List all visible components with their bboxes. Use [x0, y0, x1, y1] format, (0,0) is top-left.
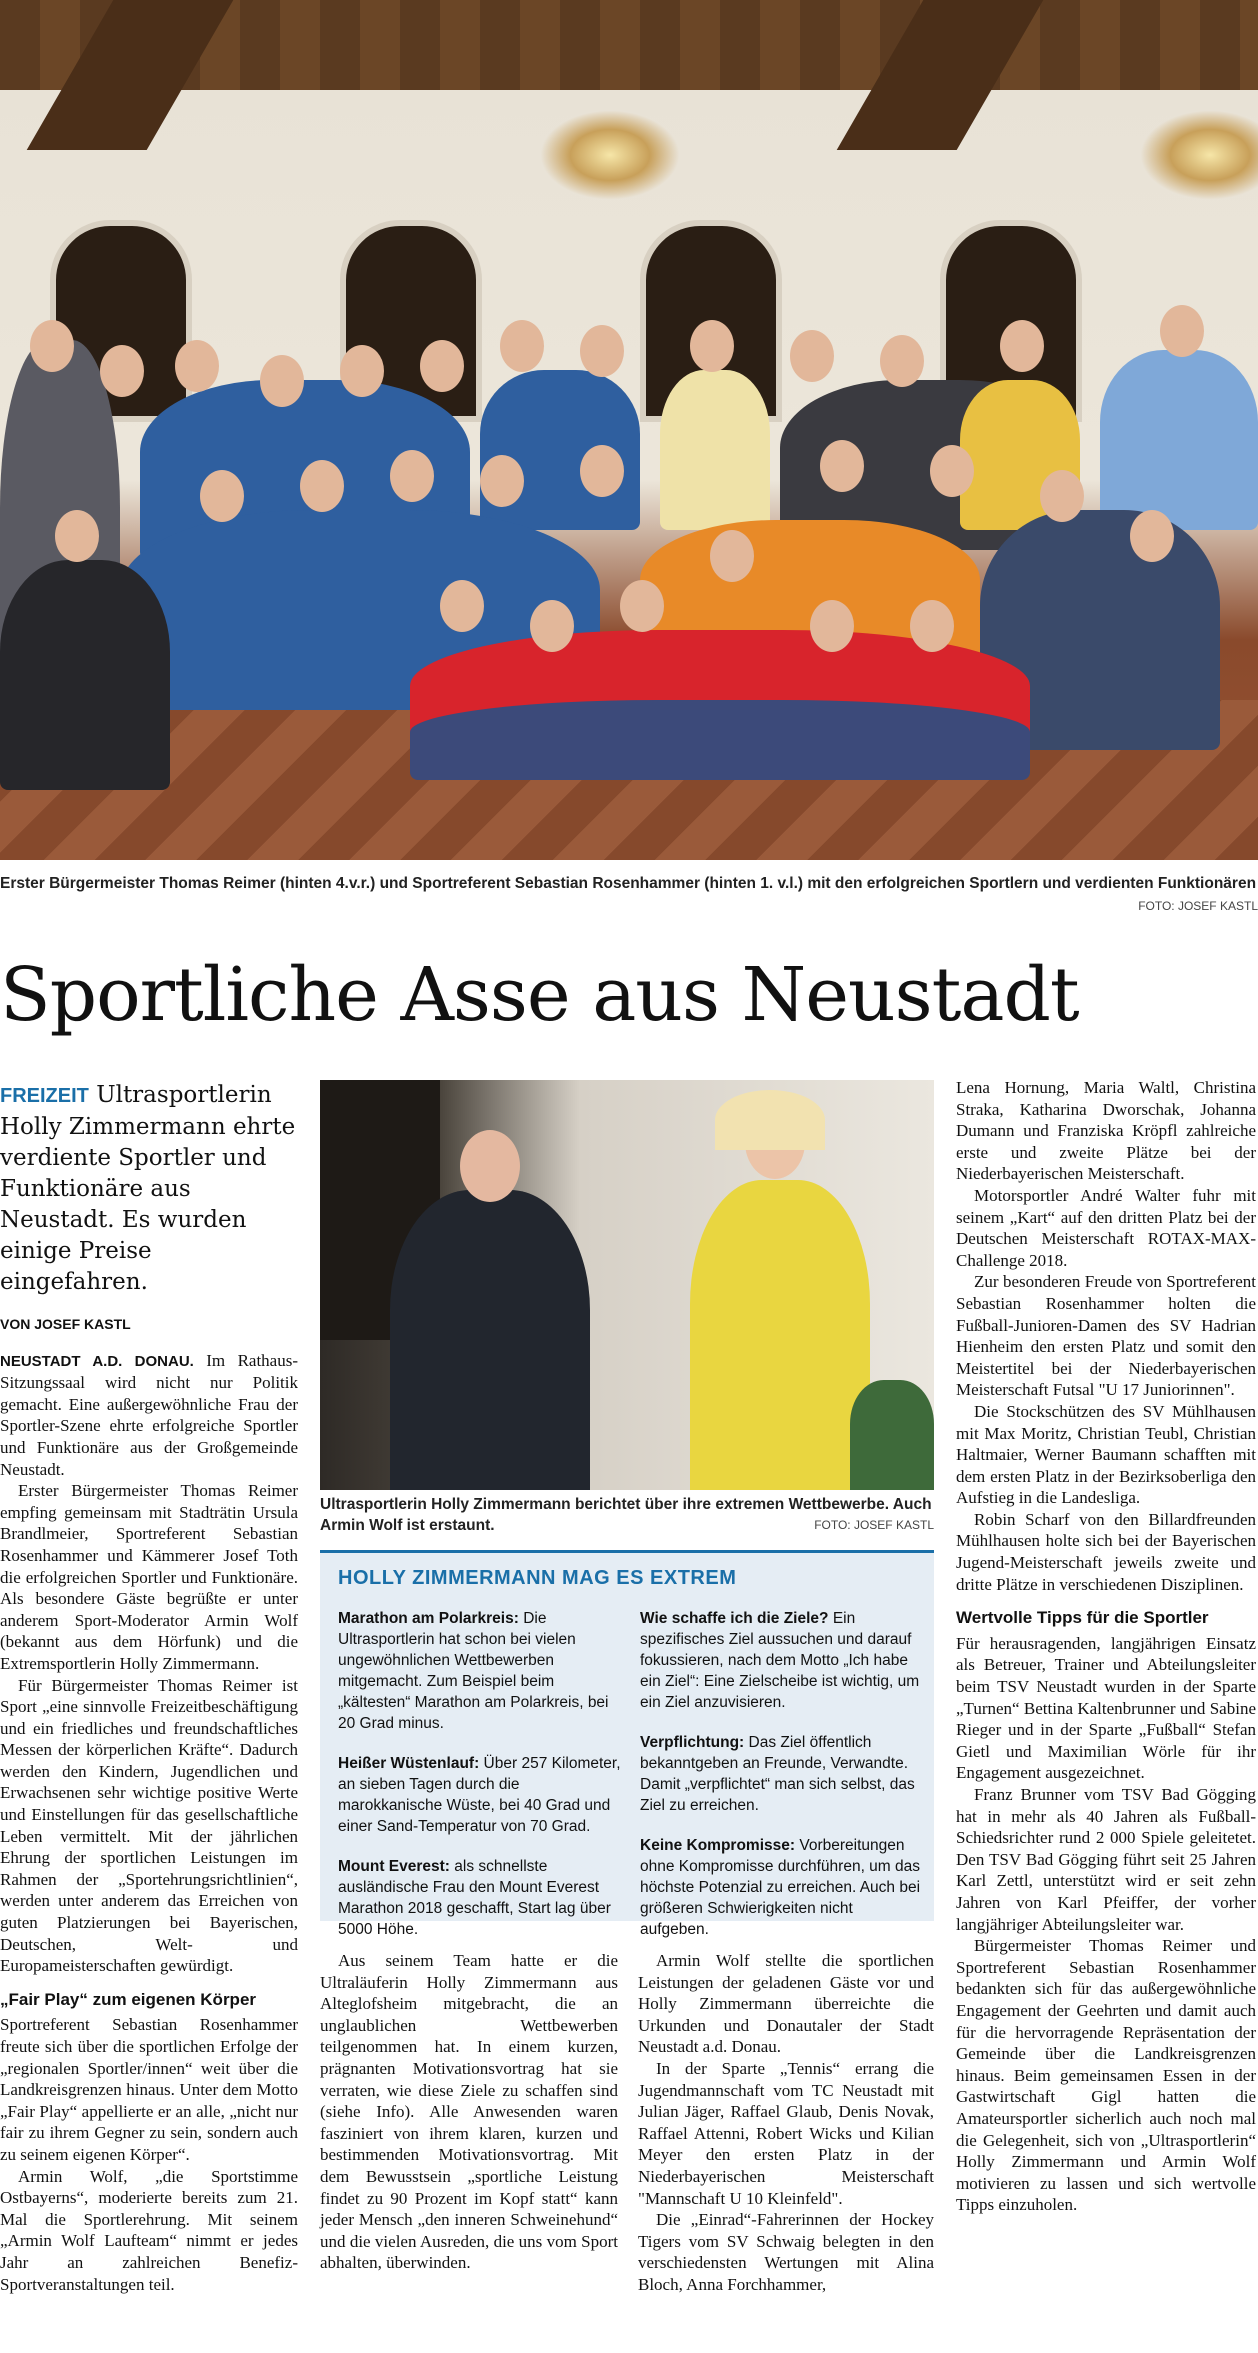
info-item-text: als schnellste ausländische Frau den Mount Everest Marathon 2018 geschafft, Start lag über 5000 Höhe. [338, 1858, 611, 1938]
paragraph: Für Bürgermeister Thomas Reimer ist Sport „eine sinnvolle Freizeitbeschäftigung und ein friedliches und freundschaftliches Messen der körperlichen Kräfte“. Dadurch werden den Kindern, Jugendlichen und Erwachsenen sehr wichtige positive Werte und Einstellungen für das gesellschaftliche Leben vermittelt. Mit der jährlichen Ehrung der sportlichen Leistungen im Rahmen der „Sportehrungsrichtlinien“, werden unter anderem das Erreichen von guten Platzierungen bei Bayerischen, Deutschen, Welt- und Europameisterschaften gewürdigt. [0, 1675, 298, 1976]
person-head [440, 580, 484, 632]
paragraph: Erster Bürgermeister Thomas Reimer empfing gemeinsam mit Stadträtin Ursula Brandlmeier, Sportreferent Sebastian Rosenhammer und Kämmerer Josef Toth die erfolgreichen Sportler und Funktionäre. Als besondere Gäste begrüßte er unter anderem Sport-Moderator Armin Wolf (bekannt aus dem Hörfunk) und die Extremsportlerin Holly Zimmermann. [0, 1481, 298, 1673]
person-head [175, 340, 219, 392]
paragraph: Für herausragenden, langjährigen Einsatz als Betreuer, Trainer und Abteilungsleiter beim TSV Neustadt wurden in der Sparte „Turnen“ Bettina Kaltenbrunner und Sabine Rieger und in der Sparte „Fußball“ Stefan Gietl und Maximilian Wörle für ihr Engagement ausgezeichnet. [956, 1633, 1256, 1783]
person-head [480, 455, 524, 507]
info-item-head: Mount Everest: [338, 1858, 450, 1875]
info-item-head: Marathon am Polarkreis: [338, 1610, 519, 1627]
photo-credit: FOTO: JOSEF KASTL [1138, 899, 1258, 913]
person-head [810, 600, 854, 652]
byline: VON JOSEF KASTL [0, 1316, 131, 1332]
person [1100, 350, 1258, 530]
woman-hair [715, 1090, 825, 1150]
person-head [260, 355, 304, 407]
info-box-column-right [640, 1608, 925, 1959]
paragraph: In der Sparte „Tennis“ errang die Jugendmannschaft vom TC Neustadt mit Julian Jäger, Raffael Glaub, Denis Novak, Raffael Attenni, Robert Wicks und Kilian Meyer den ersten Platz in der Niederbayerischen Meisterschaft "Mannschaft U 10 Kleinfeld". [638, 2058, 934, 2208]
person-head [1000, 320, 1044, 372]
caption-text: Erster Bürgermeister Thomas Reimer (hinten 4.v.r.) und Sportreferent Sebastian Rosenhammer (hinten 1. v.l.) mit den erfolgreichen Sportlern und verdienten Funktionären [0, 875, 1257, 892]
paragraph: Sportreferent Sebastian Rosenhammer freute sich über die sportlichen Erfolge der „regionalen Sportler/innen“ weit über die Landkreisgrenzen hinaus. Unter dem Motto „Fair Play“ appellierte er an alle, „nicht nur fair zu ihrem Gegner zu sein, sondern auch zu seinem eigenen Körper“. [0, 2015, 298, 2164]
paragraph: Die „Einrad“-Fahrerinnen der Hockey Tigers vom SV Schwaig belegten in den verschiedensten Wertungen mit Alina Bloch, Anna Forchhammer, [638, 2210, 934, 2294]
lead-paragraph [0, 1080, 298, 1298]
paragraph: Lena Hornung, Maria Waltl, Christina Straka, Katharina Dworschak, Johanna Dumann und Franziska Kröpfl zahlreiche erste und zweite Plätze bei der Niederbayerischen Meisterschaft. [956, 1078, 1256, 1184]
paragraph: Armin Wolf stellte die sportlichen Leistungen der geladenen Gäste vor und Holly Zimmermann überreichte die Urkunden und Donautaler der Stadt Neustadt a.d. Donau. [638, 1951, 934, 2057]
person-head [710, 530, 754, 582]
info-item [640, 1835, 925, 1940]
group-photo [0, 0, 1258, 860]
info-item-text: Vorbereitungen ohne Kompromisse durchführen, um das höchste Potenzial zu erreichen. Auch bei größeren Schwierigkeiten nicht aufgeben. [640, 1837, 921, 1938]
woman-figure [690, 1180, 870, 1490]
paragraph: Motorsportler André Walter fuhr mit seinem „Kart“ auf den dritten Platz bei der Deutschen Meisterschaft ROTAX-MAX-Challenge 2018. [956, 1185, 1256, 1270]
info-item-text: Ein spezifisches Ziel aussuchen und darauf fokussieren, nach dem Motto „Ich habe ein Ziel“: Eine Zielscheibe ist wichtig, um ein Ziel anzuvisieren. [640, 1610, 920, 1711]
info-item-head: Wie schaffe ich die Ziele? [640, 1610, 829, 1627]
person-head [530, 600, 574, 652]
article-column-4 [956, 1077, 1256, 2216]
info-item [640, 1608, 925, 1713]
info-item-text: Die Ultrasportlerin hat schon bei vielen ungewöhnlichen Wettbewerben mitgemacht. Zum Beispiel beim „kältesten“ Marathon am Polarkreis, bei 20 Grad minus. [338, 1610, 609, 1732]
photo-caption [0, 873, 1258, 913]
info-item [338, 1608, 623, 1734]
info-item-text: Über 257 Kilometer, an sieben Tagen durch die marokkanische Wüste, bei 40 Grad und einer Sand-Temperatur von 70 Grad. [338, 1755, 621, 1835]
info-box-column-left [338, 1608, 623, 1959]
person-head [1040, 470, 1084, 522]
person-head [390, 450, 434, 502]
article-column-1 [0, 1080, 298, 2295]
person-head [1160, 305, 1204, 357]
subheading: Wertvolle Tipps für die Sportler [956, 1608, 1209, 1628]
caption-text: Ultrasportlerin Holly Zimmermann berichtet über ihre extremen Wettbewerbe. Auch Armin Wolf ist erstaunt. [320, 1496, 932, 1534]
paragraph: Bürgermeister Thomas Reimer und Sportreferent Sebastian Rosenhammer bedankten sich für das außergewöhnliche Engagement der Geehrten und damit auch für die hervorragende Repräsentation der Gemeinde über die Landkreisgrenzen hinaus. Beim gemeinsamen Essen in der Gastwirtschaft Gigl hatten die Amateursportler sicherlich auch noch mal die Gelegenheit, sich von „Ultrasportlerin“ Holly Zimmermann und Armin Wolf motivieren zu lassen und sich wertvolle Tipps einzuholen. [956, 1936, 1256, 2215]
person-head [820, 440, 864, 492]
paragraph [0, 1350, 298, 1481]
article-column-3 [638, 1950, 934, 2296]
paragraph: Die Stockschützen des SV Mühlhausen mit Max Moritz, Christian Teubl, Christian Haltmaier, Werner Baumann schafften mit dem ersten Platz in der Bezirksoberliga den Aufstieg in die Landesliga. [956, 1401, 1256, 1508]
photo-caption [320, 1494, 934, 1536]
info-item-head: Keine Kompromisse: [640, 1837, 796, 1854]
person-head [200, 470, 244, 522]
paragraph: Zur besonderen Freude von Sportreferent Sebastian Rosenhammer holten die Fußball-Junioren-Damen des SV Hadrian Hienheim den ersten Platz und somit den Meistertitel bei der Niederbayerischen Meisterschaft Futsal "U 17 Juniorinnen". [956, 1272, 1256, 1400]
info-item [640, 1732, 925, 1816]
info-item-head: Verpflichtung: [640, 1734, 745, 1751]
person-head [100, 345, 144, 397]
chandelier [1140, 110, 1258, 200]
info-item [338, 1753, 623, 1837]
person-head [500, 320, 544, 372]
person-head [30, 320, 74, 372]
person-head [55, 510, 99, 562]
paragraph-text: Im Rathaus-Sitzungssaal wird nicht nur Politik gemacht. Eine außergewöhnliche Frau der Sportler-Szene ehrte erfolgreiche Sportler und Funktionäre aus der Großgemeinde Neustadt. [0, 1350, 298, 1479]
person-head [300, 460, 344, 512]
paragraph: Armin Wolf, „die Sportstimme Ostbayerns“, moderierte bereits zum 21. Mal die Sportlerehrung. Mit seinem „Armin Wolf Laufteam“ nimmt er jedes Jahr an zahlreichen Benefiz-Sportveranstaltungen teil. [0, 2166, 298, 2294]
person-head [910, 600, 954, 652]
person-head [420, 340, 464, 392]
paragraph: Robin Scharf von den Billardfreunden Mühlhausen holte sich bei der Bayerischen Jugend-Meisterschaft jeweils zweite und dritte Plätze in verschiedenen Disziplinen. [956, 1509, 1256, 1594]
info-box [320, 1550, 934, 1938]
person [0, 560, 170, 790]
paragraph: Franz Brunner vom TSV Bad Gögging hat in mehr als 40 Jahren als Fußball-Schiedsrichter rund 2 000 Spiele geleitetet. Den TSV Bad Gögging führt seit 25 Jahren Karl Zettl, unterstützt wird er seit zehn Jahren von Karl Pfeiffer, der vorher langjähriger Abteilungsleiter war. [956, 1785, 1256, 1934]
kicker: FREIZEIT [0, 1085, 89, 1107]
person-head [580, 445, 624, 497]
person-head [1130, 510, 1174, 562]
person-head [790, 330, 834, 382]
person-head [580, 325, 624, 377]
person-head [880, 335, 924, 387]
dateline: NEUSTADT A.D. DONAU. [0, 1352, 194, 1370]
headline: Sportliche Asse aus Neustadt [0, 952, 1079, 1038]
subheading: „Fair Play“ zum eigenen Körper [0, 1989, 257, 2009]
photo-credit: FOTO: JOSEF KASTL [814, 1518, 934, 1532]
info-item-text: Das Ziel öffentlich bekanntgeben an Freunde, Verwandte. Damit „verpflichtet“ man sich selbst, das Ziel zu erreichen. [640, 1734, 915, 1814]
info-item-head: Heißer Wüstenlauf: [338, 1755, 480, 1772]
chandelier [540, 110, 680, 200]
person-head [340, 345, 384, 397]
speaker-photo [320, 1080, 934, 1490]
article-column-2 [320, 1950, 618, 2274]
person-head [930, 445, 974, 497]
man-figure [390, 1190, 590, 1490]
plant [850, 1380, 934, 1490]
info-item [338, 1856, 623, 1940]
man-head [460, 1130, 520, 1202]
person-group [410, 700, 1030, 780]
person-head [690, 320, 734, 372]
info-box-title: HOLLY ZIMMERMANN MAG ES EXTREM [338, 1567, 737, 1589]
person-head [620, 580, 664, 632]
lead-text: Ultrasportlerin Holly Zimmermann ehrte verdiente Sportler und Funktionäre aus Neustadt. Es wurden einige Preise eingefahren. [0, 1082, 296, 1295]
paragraph: Aus seinem Team hatte er die Ultraläuferin Holly Zimmermann aus Alteglofsheim mitgebracht, die an unglaublichen Wettbewerben teilgenommen hat. In einem kurzen, prägnanten Motivationsvortrag hat sie verraten, wie diese Ziele zu schaffen sind (siehe Info). Alle Anwesenden waren fasziniert von ihrem klaren, kurzen und bestimmenden Motivationsvortrag. Mit dem Bewusstsein „sportliche Leistung findet zu 90 Prozent im Kopf statt“ kann jeder Mensch „den inneren Schweinehund“ und die vielen Ausreden, die uns vom Sport abhalten, überwinden. [320, 1951, 618, 2273]
person [660, 370, 770, 530]
